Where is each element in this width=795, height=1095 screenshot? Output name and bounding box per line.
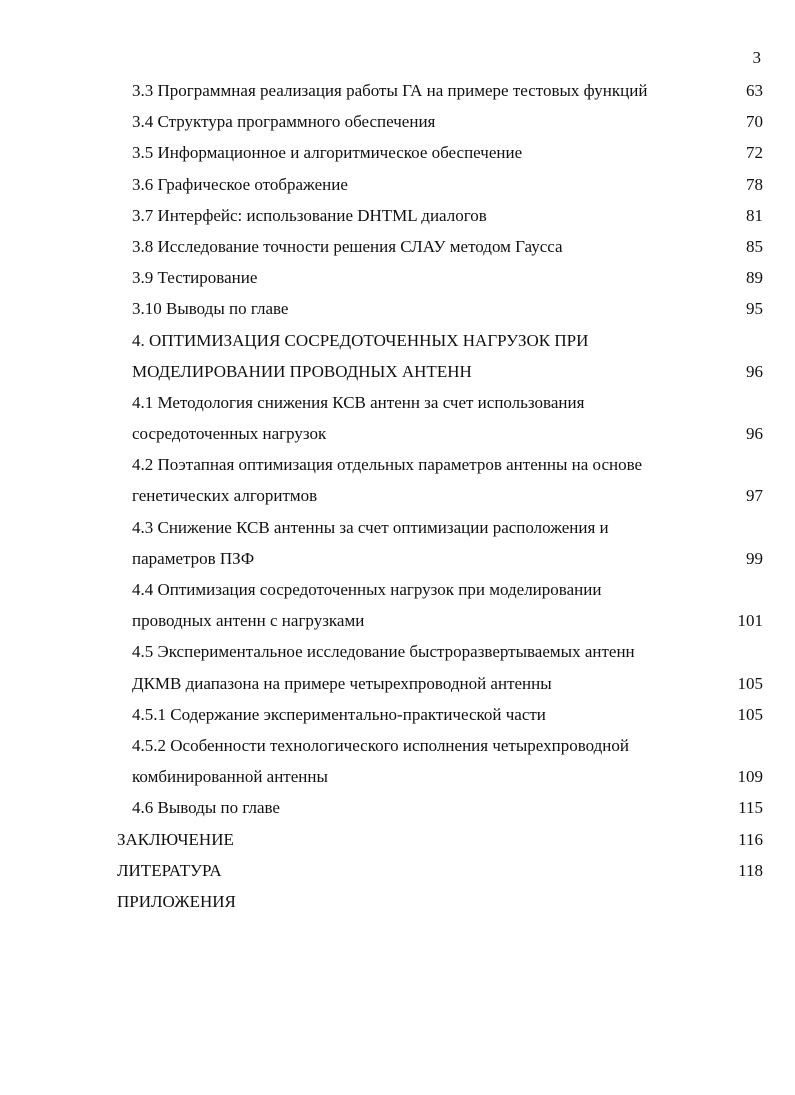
- toc-page-number: 109: [737, 767, 763, 787]
- toc-entry-title: 3.9 Тестирование: [132, 268, 258, 288]
- toc-page-number: 89: [746, 268, 763, 288]
- toc-page-number: 116: [738, 829, 763, 849]
- toc-entry-line: [117, 668, 763, 699]
- toc-entry-line: [117, 761, 763, 792]
- toc-page-number: 105: [737, 673, 763, 693]
- toc-entry-line: [117, 449, 763, 480]
- toc-entry-title: 4.5.2 Особенности технологического исполнения четырехпроводной: [132, 735, 629, 755]
- toc-entry-line: [117, 480, 763, 511]
- toc-entry-line: [117, 636, 763, 667]
- toc-entry-line: [117, 106, 763, 137]
- toc-entry-line: [117, 231, 763, 262]
- toc-entry-line: [117, 418, 763, 449]
- toc-page-number: 96: [746, 424, 763, 444]
- toc-entry-line: [117, 730, 763, 761]
- toc-page-number: 78: [746, 174, 763, 194]
- toc-entry-line: [117, 574, 763, 605]
- toc-entry-title: ДКМВ диапазона на примере четырехпроводной антенны: [132, 673, 552, 693]
- toc-page-number: 118: [738, 860, 763, 880]
- toc-entry-title: 4. ОПТИМИЗАЦИЯ СОСРЕДОТОЧЕННЫХ НАГРУЗОК ПРИ: [132, 330, 589, 350]
- toc-entry-title: 3.4 Структура программного обеспечения: [132, 112, 436, 132]
- toc-page-number: 85: [746, 236, 763, 256]
- toc-page-number: 99: [746, 548, 763, 568]
- toc-entry-line: [117, 387, 763, 418]
- toc-entry-title: проводных антенн с нагрузками: [132, 611, 365, 631]
- toc-entry-title: 4.3 Снижение КСВ антенны за счет оптимизации расположения и: [132, 517, 609, 537]
- toc-page-number: 63: [746, 81, 763, 100]
- toc-entry-title: генетических алгоритмов: [132, 486, 318, 506]
- toc-page-number: 97: [746, 486, 763, 506]
- toc-entry-line: [117, 512, 763, 543]
- toc-entry-line: [117, 886, 763, 917]
- toc-entry-line: [117, 325, 763, 356]
- toc-entry-line: [117, 605, 763, 636]
- toc-page-number: 115: [738, 798, 763, 818]
- toc-entry-title: 4.4 Оптимизация сосредоточенных нагрузок при моделировании: [132, 580, 602, 599]
- toc-page-number: 101: [737, 611, 763, 631]
- toc-entry-line: [117, 293, 763, 324]
- toc-page-number: 81: [746, 205, 763, 225]
- toc-entry-title: 4.6 Выводы по главе: [132, 798, 280, 818]
- toc-entry-line: [117, 75, 763, 106]
- table-of-contents: [117, 75, 763, 917]
- toc-page-number: 96: [746, 361, 763, 381]
- toc-entry-line: [117, 855, 763, 886]
- toc-entry-title: 4.5.1 Содержание экспериментально-практической части: [132, 704, 546, 724]
- toc-entry-line: [117, 262, 763, 293]
- toc-entry-line: [117, 824, 763, 855]
- toc-entry-title: ЗАКЛЮЧЕНИЕ: [117, 829, 234, 849]
- toc-entry-title: комбинированной антенны: [132, 767, 328, 787]
- toc-entry-title: параметров ПЗФ: [132, 548, 255, 568]
- toc-entry-title: 3.10 Выводы по главе: [132, 299, 289, 319]
- toc-page-number: 105: [737, 704, 763, 724]
- toc-entry-line: [117, 356, 763, 387]
- toc-entry-title: МОДЕЛИРОВАНИИ ПРОВОДНЫХ АНТЕНН: [132, 361, 472, 381]
- toc-entry-title: сосредоточенных нагрузок: [132, 424, 327, 444]
- toc-entry-line: [117, 137, 763, 168]
- toc-entry-title: 4.2 Поэтапная оптимизация отдельных параметров антенны на основе: [132, 455, 643, 475]
- toc-entry-title: 3.6 Графическое отображение: [132, 174, 348, 194]
- toc-page-number: 95: [746, 299, 763, 319]
- toc-entry-line: [117, 543, 763, 574]
- toc-entry-line: [117, 169, 763, 200]
- toc-entry-line: [117, 792, 763, 823]
- toc-entry-title: 3.7 Интерфейс: использование DHTML диалогов: [132, 205, 487, 225]
- toc-entry-title: 4.1 Методология снижения КСВ антенн за счет использования: [132, 392, 585, 412]
- toc-entry-title: 3.3 Программная реализация работы ГА на примере тестовых функций: [132, 81, 648, 100]
- toc-entry-title: 3.5 Информационное и алгоритмическое обеспечение: [132, 143, 523, 163]
- toc-page-number: 72: [746, 143, 763, 163]
- page-number: 3: [752, 48, 761, 67]
- toc-entry-title: 4.5 Экспериментальное исследование быстроразвертываемых антенн: [132, 642, 635, 662]
- toc-entry-line: [117, 699, 763, 730]
- toc-entry-line: [117, 200, 763, 231]
- toc-entry-title: ЛИТЕРАТУРА: [117, 860, 222, 880]
- toc-page-number: 70: [746, 112, 763, 132]
- toc-entry-title: 3.8 Исследование точности решения СЛАУ методом Гаусса: [132, 236, 563, 256]
- toc-entry-title: ПРИЛОЖЕНИЯ: [117, 891, 236, 911]
